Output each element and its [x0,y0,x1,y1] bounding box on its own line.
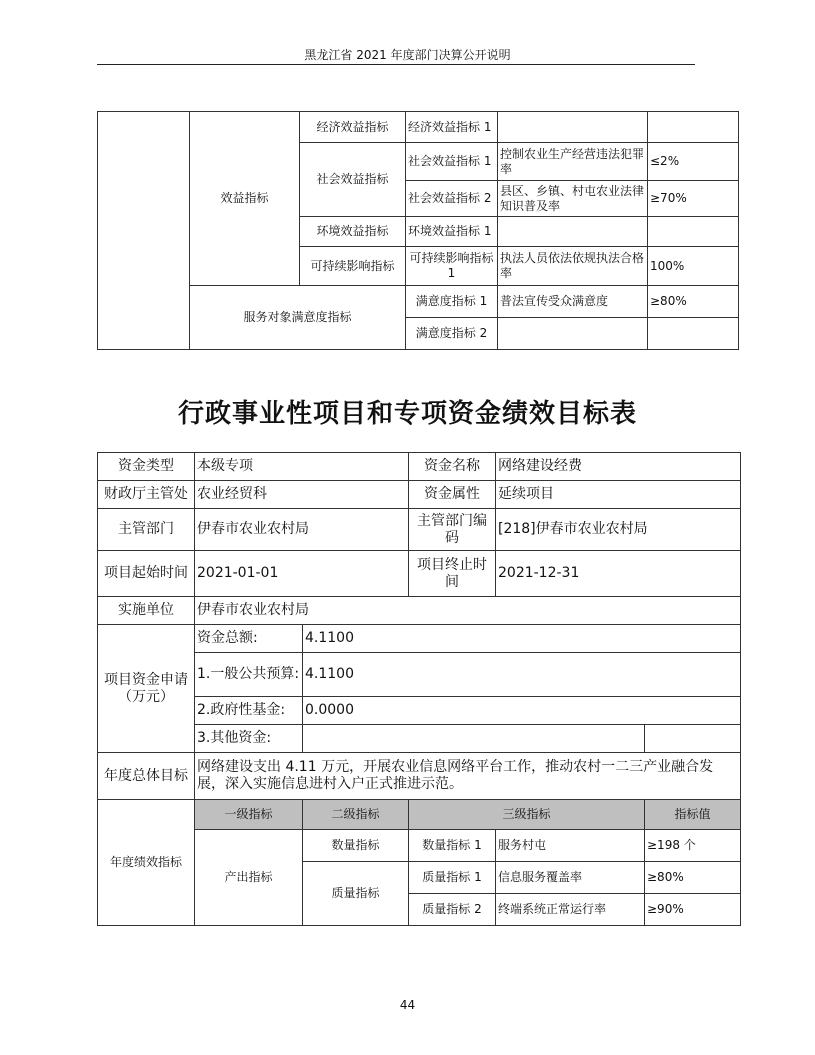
general-value: 4.1100 [303,653,741,697]
empty-cell [98,112,190,350]
satisfaction-2-level3: 满意度指标 2 [406,318,498,350]
goal-value: 网络建设支出 4.11 万元，开展农业信息网络平台工作，推动农村一二三产业融合发展，深入实施信息进村入户正式推进示范。 [195,753,741,800]
general-label: 1.一般公共预算: [195,653,303,697]
impl-value: 伊春市农业农村局 [195,597,741,625]
impl-label: 实施单位 [98,597,195,625]
end-label: 项目终止时间 [409,551,496,597]
satisfaction-1-level3: 满意度指标 1 [406,286,498,318]
social-2-content: 县区、乡镇、村屯农业法律知识普及率 [498,181,648,217]
environment-level2: 环境效益指标 [300,217,406,247]
quality-2-name: 质量指标 2 [409,894,496,926]
economic-level3: 经济效益指标 1 [406,112,498,143]
gov-fund-value: 0.0000 [303,697,741,725]
environment-content [498,217,648,247]
apply-label: 项目资金申请（万元） [98,625,195,753]
output-label: 产出指标 [195,830,303,926]
quantity-label: 数量指标 [303,830,409,862]
environment-level3: 环境效益指标 1 [406,217,498,247]
start-value: 2021-01-01 [195,551,409,597]
gov-fund-label: 2.政府性基金: [195,697,303,725]
quality-2-content: 终端系统正常运行率 [496,894,645,926]
main-title: 行政事业性项目和专项资金绩效目标表 [177,399,637,429]
main-dept-code-value: [218]伊春市农业农村局 [496,509,741,551]
start-label: 项目起始时间 [98,551,195,597]
satisfaction-label: 服务对象满意度指标 [190,286,406,350]
quality-1-name: 质量指标 1 [409,862,496,894]
dept-label: 财政厅主管处 [98,481,195,509]
perf-header-level1: 一级指标 [195,800,303,830]
satisfaction-2-content [498,318,648,350]
sustain-value: 100% [648,247,739,286]
social-1-value: ≤2% [648,143,739,181]
economic-level2: 经济效益指标 [300,112,406,143]
dept-value: 农业经贸科 [195,481,409,509]
other-value [303,725,645,753]
benefit-label: 效益指标 [190,112,300,286]
social-1-level3: 社会效益指标 1 [406,143,498,181]
project-performance-table [97,452,741,926]
fund-type-value: 本级专项 [195,453,409,481]
main-dept-label: 主管部门 [98,509,195,551]
quality-label: 质量指标 [303,862,409,926]
page-header: 黑龙江省 2021 年度部门决算公开说明 [304,48,511,62]
quality-1-value: ≥80% [645,862,741,894]
header-divider [97,64,695,65]
perf-header-level3: 三级指标 [409,800,645,830]
perf-label: 年度绩效指标 [98,800,195,926]
satisfaction-1-value: ≥80% [648,286,739,318]
quality-1-content: 信息服务覆盖率 [496,862,645,894]
social-2-level3: 社会效益指标 2 [406,181,498,217]
goal-label: 年度总体目标 [98,753,195,800]
quantity-1-name: 数量指标 1 [409,830,496,862]
social-level2: 社会效益指标 [300,143,406,217]
satisfaction-1-content: 普法宣传受众满意度 [498,286,648,318]
main-dept-value: 伊春市农业农村局 [195,509,409,551]
sustain-level3: 可持续影响指标 1 [406,247,498,286]
economic-content [498,112,648,143]
fund-type-label: 资金类型 [98,453,195,481]
page-number: 44 [399,998,416,1012]
quantity-1-value: ≥198 个 [645,830,741,862]
sustain-level2: 可持续影响指标 [300,247,406,286]
fund-name-label: 资金名称 [409,453,496,481]
perf-header-value: 指标值 [645,800,741,830]
other-extra [645,725,741,753]
economic-value [648,112,739,143]
total-value: 4.1100 [303,625,741,653]
fund-attr-label: 资金属性 [409,481,496,509]
total-label: 资金总额: [195,625,303,653]
sustain-content: 执法人员依法依规执法合格率 [498,247,648,286]
environment-value [648,217,739,247]
quality-2-value: ≥90% [645,894,741,926]
fund-attr-value: 延续项目 [496,481,741,509]
other-label: 3.其他资金: [195,725,303,753]
end-value: 2021-12-31 [496,551,741,597]
satisfaction-2-value [648,318,739,350]
social-1-content: 控制农业生产经营违法犯罪率 [498,143,648,181]
fund-name-value: 网络建设经费 [496,453,741,481]
social-2-value: ≥70% [648,181,739,217]
perf-header-level2: 二级指标 [303,800,409,830]
benefit-indicators-table [97,111,739,350]
quantity-1-content: 服务村屯 [496,830,645,862]
main-dept-code-label: 主管部门编码 [409,509,496,551]
